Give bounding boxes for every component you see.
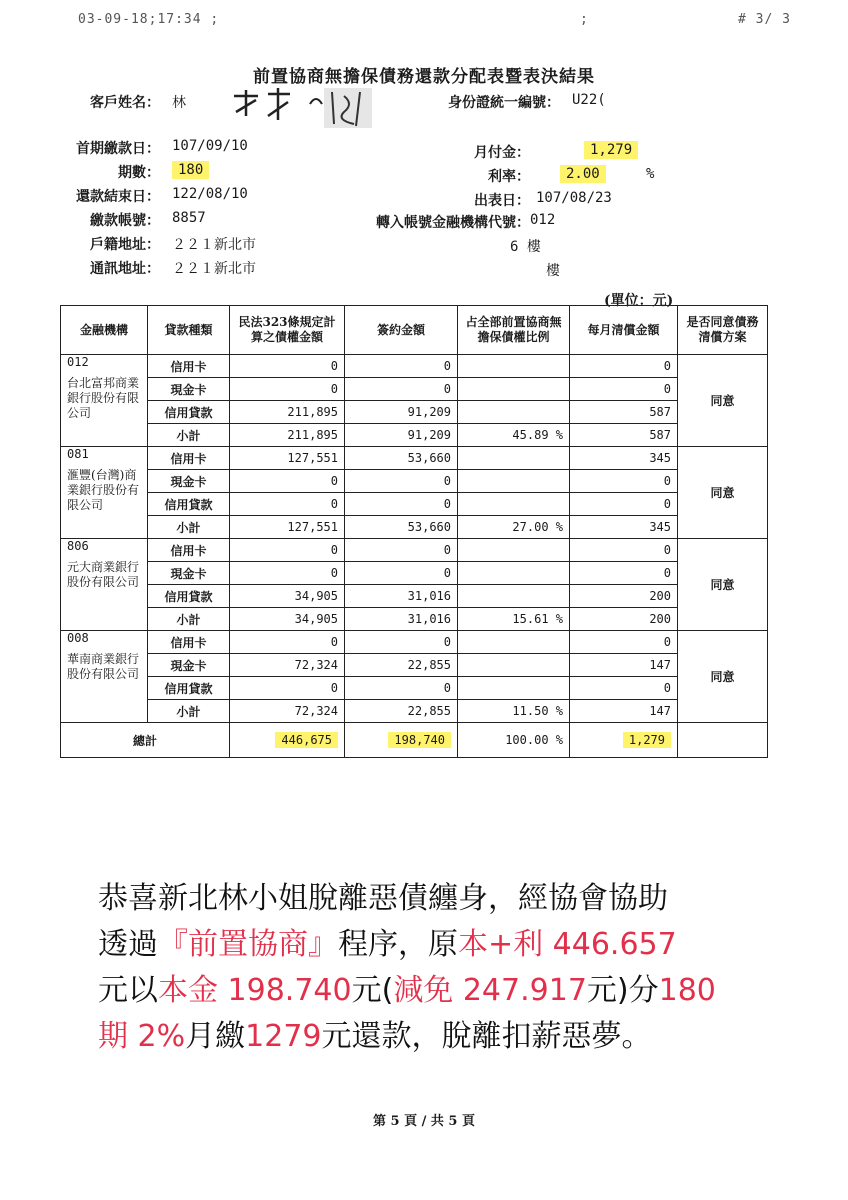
loan-type: 現金卡	[148, 654, 230, 677]
note-text: 恭喜新北林小姐脫離惡債纏身，經協會協助	[98, 881, 668, 916]
header-loan-type: 貸款種類	[148, 306, 230, 355]
claim-amount: 72,324	[230, 700, 345, 723]
agreement-status: 同意	[678, 539, 768, 631]
claim-amount: 0	[230, 562, 345, 585]
repayment-table	[60, 305, 768, 758]
table-row	[61, 654, 768, 677]
issue-date-label: 出表日：	[474, 193, 530, 209]
loan-type: 信用貸款	[148, 677, 230, 700]
monthly-repayment: 0	[570, 539, 678, 562]
ratio: 15.61 %	[458, 608, 570, 631]
total-agree-cell	[678, 723, 768, 758]
claim-amount: 127,551	[230, 516, 345, 539]
loan-type: 信用卡	[148, 631, 230, 654]
note-highlight: 180	[658, 973, 716, 1008]
monthly-repayment: 147	[570, 700, 678, 723]
agreement-status: 同意	[678, 447, 768, 539]
periods-value: 180	[172, 161, 209, 179]
note-text: 元以	[98, 973, 158, 1008]
total-label: 總計	[61, 723, 230, 758]
note-line-1	[98, 876, 828, 922]
note-line-3	[98, 968, 828, 1014]
ratio	[458, 401, 570, 424]
bank-cell	[61, 539, 148, 631]
note-highlight: 『前置協商』	[158, 927, 338, 962]
bank-name: 華南商業銀行股份有限公司	[67, 652, 140, 681]
table-row	[61, 378, 768, 401]
loan-type: 信用卡	[148, 355, 230, 378]
ratio: 27.00 %	[458, 516, 570, 539]
client-name-value: 林	[172, 95, 186, 111]
header-ratio: 占全部前置協商無擔保債權比例	[458, 306, 570, 355]
claim-amount: 211,895	[230, 401, 345, 424]
contract-amount: 22,855	[345, 700, 458, 723]
monthly-repayment: 0	[570, 562, 678, 585]
table-row	[61, 539, 768, 562]
header-monthly-repayment: 每月清償金額	[570, 306, 678, 355]
rate-label: 利率：	[488, 169, 530, 185]
claim-amount: 127,551	[230, 447, 345, 470]
monthly-payment-label: 月付金：	[474, 145, 530, 161]
contract-amount: 0	[345, 631, 458, 654]
bank-name: 滙豐(台灣)商業銀行股份有限公司	[67, 468, 140, 512]
total-contract: 198,740	[388, 732, 451, 748]
loan-type: 現金卡	[148, 378, 230, 401]
contract-amount: 53,660	[345, 447, 458, 470]
monthly-repayment: 0	[570, 355, 678, 378]
ratio	[458, 631, 570, 654]
page-footer: 第 5 頁 / 共 5 頁	[373, 1114, 475, 1129]
loan-type: 信用卡	[148, 447, 230, 470]
table-row	[61, 677, 768, 700]
bank-cell	[61, 355, 148, 447]
bank-name: 元大商業銀行股份有限公司	[67, 560, 140, 589]
unit-label: (單位：元)	[604, 293, 674, 309]
loan-type: 信用貸款	[148, 401, 230, 424]
loan-type: 信用貸款	[148, 493, 230, 516]
note-highlight: 減免 247.917	[393, 973, 587, 1008]
ratio	[458, 654, 570, 677]
bank-code: 012	[67, 355, 89, 369]
note-highlight: 期 2%	[98, 1019, 186, 1054]
mail-floor: 樓	[546, 263, 560, 279]
bank-code-value: 012	[530, 212, 556, 228]
document-title: 前置協商無擔保債務還款分配表暨表決結果	[253, 67, 595, 87]
table-row	[61, 493, 768, 516]
note-highlight: 本+利 446.657	[458, 927, 677, 962]
table-row	[61, 516, 768, 539]
claim-amount: 72,324	[230, 654, 345, 677]
ratio	[458, 493, 570, 516]
total-claim: 446,675	[275, 732, 338, 748]
contract-amount: 0	[345, 470, 458, 493]
claim-amount: 211,895	[230, 424, 345, 447]
bank-code: 081	[67, 447, 89, 461]
table-row	[61, 424, 768, 447]
note-text: 月繳	[185, 1019, 246, 1054]
note-line-2	[98, 922, 828, 968]
ratio: 45.89 %	[458, 424, 570, 447]
agreement-status: 同意	[678, 355, 768, 447]
account-label: 繳款帳號：	[90, 213, 160, 229]
note-text: 元)分	[586, 973, 659, 1008]
handwritten-signature	[228, 86, 378, 130]
mail-address-label: 通訊地址：	[90, 261, 160, 277]
contract-amount: 0	[345, 539, 458, 562]
claim-amount: 0	[230, 631, 345, 654]
ratio	[458, 378, 570, 401]
contract-amount: 53,660	[345, 516, 458, 539]
monthly-repayment: 345	[570, 447, 678, 470]
header-agreement: 是否同意債務清償方案	[678, 306, 768, 355]
monthly-repayment: 0	[570, 470, 678, 493]
rate-value: 2.00	[560, 165, 606, 183]
monthly-repayment: 200	[570, 608, 678, 631]
contract-amount: 31,016	[345, 585, 458, 608]
contract-amount: 0	[345, 677, 458, 700]
household-address-value: ２２１新北市	[172, 237, 256, 253]
note-highlight: 1279	[245, 1019, 322, 1054]
first-payment-label: 首期繳款日：	[76, 141, 160, 157]
bank-name: 台北富邦商業銀行股份有限公司	[67, 376, 140, 420]
loan-type: 小計	[148, 516, 230, 539]
table-header-row	[61, 306, 768, 355]
note-text: 程序，原	[338, 927, 458, 962]
bank-code: 008	[67, 631, 89, 645]
contract-amount: 22,855	[345, 654, 458, 677]
header-contract-amount: 簽約金額	[345, 306, 458, 355]
contract-amount: 0	[345, 378, 458, 401]
total-ratio: 100.00 %	[458, 723, 570, 758]
fax-timestamp: 03-09-18;17:34 ;	[78, 12, 220, 27]
note-text: 元還款，脫離扣薪惡夢。	[321, 1019, 652, 1054]
bank-code-label: 轉入帳號金融機構代號：	[376, 215, 530, 231]
bank-cell	[61, 447, 148, 539]
mail-address-value: ２２１新北市	[172, 261, 256, 277]
loan-type: 小計	[148, 608, 230, 631]
contract-amount: 0	[345, 493, 458, 516]
household-address-label: 戶籍地址：	[90, 237, 160, 253]
loan-type: 信用卡	[148, 539, 230, 562]
table-row	[61, 401, 768, 424]
loan-type: 小計	[148, 700, 230, 723]
contract-amount: 0	[345, 355, 458, 378]
total-row	[61, 723, 768, 758]
table-row	[61, 631, 768, 654]
total-monthly: 1,279	[623, 732, 671, 748]
contract-amount: 91,209	[345, 401, 458, 424]
monthly-repayment: 200	[570, 585, 678, 608]
periods-label: 期數：	[118, 165, 160, 181]
note-text: 元(	[351, 973, 394, 1008]
end-date-value: 122/08/10	[172, 186, 248, 202]
issue-date-value: 107/08/23	[536, 190, 612, 206]
note-text: 透過	[98, 927, 158, 962]
contract-amount: 31,016	[345, 608, 458, 631]
table-row	[61, 608, 768, 631]
monthly-payment-value: 1,279	[584, 141, 638, 159]
fax-separator: ;	[580, 12, 589, 27]
monthly-repayment: 0	[570, 677, 678, 700]
ratio	[458, 447, 570, 470]
congratulation-note	[98, 876, 828, 1060]
first-payment-value: 107/09/10	[172, 138, 248, 154]
loan-type: 現金卡	[148, 562, 230, 585]
account-value: 8857	[172, 210, 206, 226]
loan-type: 信用貸款	[148, 585, 230, 608]
claim-amount: 0	[230, 539, 345, 562]
header-claim-amount: 民法323條規定計算之債權金額	[230, 306, 345, 355]
client-name-label: 客戶姓名：	[90, 95, 160, 111]
contract-amount: 91,209	[345, 424, 458, 447]
agreement-status: 同意	[678, 631, 768, 723]
monthly-repayment: 0	[570, 631, 678, 654]
claim-amount: 0	[230, 677, 345, 700]
note-highlight: 本金 198.740	[158, 973, 352, 1008]
loan-type: 小計	[148, 424, 230, 447]
table-row	[61, 700, 768, 723]
bank-cell	[61, 631, 148, 723]
monthly-repayment: 0	[570, 378, 678, 401]
table-row	[61, 562, 768, 585]
header-bank: 金融機構	[61, 306, 148, 355]
fax-page: # 3/ 3	[738, 12, 791, 27]
ratio	[458, 585, 570, 608]
ratio	[458, 677, 570, 700]
claim-amount: 0	[230, 493, 345, 516]
monthly-repayment: 345	[570, 516, 678, 539]
household-floor: 6 樓	[510, 239, 541, 255]
contract-amount: 0	[345, 562, 458, 585]
claim-amount: 0	[230, 470, 345, 493]
id-number-value: U22(	[572, 92, 606, 108]
table-row	[61, 355, 768, 378]
note-line-4	[98, 1014, 828, 1060]
monthly-repayment: 147	[570, 654, 678, 677]
table-row	[61, 447, 768, 470]
loan-type: 現金卡	[148, 470, 230, 493]
ratio	[458, 539, 570, 562]
monthly-repayment: 587	[570, 424, 678, 447]
monthly-repayment: 587	[570, 401, 678, 424]
claim-amount: 34,905	[230, 608, 345, 631]
ratio	[458, 470, 570, 493]
bank-code: 806	[67, 539, 89, 553]
table-row	[61, 585, 768, 608]
claim-amount: 0	[230, 378, 345, 401]
id-number-label: 身份證統一編號：	[448, 95, 560, 111]
end-date-label: 還款結束日：	[76, 189, 160, 205]
rate-unit: %	[646, 166, 655, 182]
ratio	[458, 355, 570, 378]
claim-amount: 0	[230, 355, 345, 378]
monthly-repayment: 0	[570, 493, 678, 516]
ratio: 11.50 %	[458, 700, 570, 723]
claim-amount: 34,905	[230, 585, 345, 608]
ratio	[458, 562, 570, 585]
table-row	[61, 470, 768, 493]
